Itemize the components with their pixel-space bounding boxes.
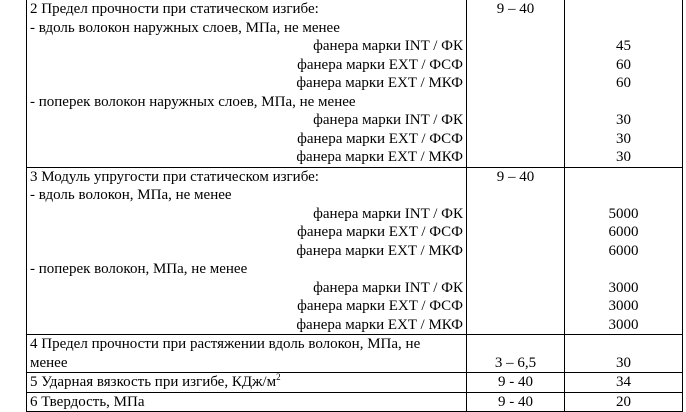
table-row-tensile-strength [27, 335, 683, 373]
thickness-range: 9 – 40 [496, 168, 535, 185]
row-6-value-cell [565, 392, 683, 412]
group-heading: - вдоль волокон, МПа, не менее [30, 187, 232, 203]
grade-label: фанера марки EXT / МКФ [296, 149, 463, 165]
value: 20 [616, 393, 631, 410]
section-3-label-cell [27, 167, 467, 335]
row-label: 6 Твердость, МПа [30, 393, 145, 410]
row-6-label-cell [27, 392, 467, 412]
table-row-elastic-modulus [27, 167, 683, 335]
row-4-value-cell [565, 335, 683, 373]
thickness-range: 9 – 40 [496, 1, 535, 17]
section-2-range-cell [467, 0, 565, 167]
row-label-continuation: менее [30, 354, 68, 371]
value: 30 [616, 112, 631, 128]
row-4-label-cell [27, 335, 467, 373]
value: 60 [616, 56, 631, 73]
value: 60 [616, 75, 631, 91]
row-5-value-cell [565, 373, 683, 393]
row-4-range-cell [467, 335, 565, 373]
grade-label: фанера марки EXT / МКФ [296, 316, 463, 333]
value: 3000 [608, 279, 639, 296]
grade-label: фанера марки EXT / ФСФ [297, 130, 463, 147]
section-title: 2 Предел прочности при статическом изгибе: [30, 1, 319, 17]
value: 30 [616, 130, 631, 147]
grade-label: фанера марки INT / ФК [313, 38, 463, 54]
value: 3000 [608, 316, 639, 333]
group-heading: - поперек волокон наружных слоев, МПа, не менее [30, 93, 356, 110]
grade-label: фанера марки EXT / ФСФ [297, 298, 463, 314]
group-heading: - поперек волокон, МПа, не менее [30, 261, 248, 277]
grade-label: фанера марки INT / ФК [313, 279, 463, 296]
value: 6000 [608, 242, 639, 259]
row-6-range-cell [467, 392, 565, 412]
value: 34 [616, 374, 631, 390]
grade-label: фанера марки INT / ФК [313, 205, 463, 222]
value: 45 [616, 38, 631, 54]
grade-label: фанера марки INT / ФК [313, 112, 463, 128]
section-2-value-cell [565, 0, 683, 167]
group-heading: - вдоль волокон наружных слоев, МПа, не менее [30, 19, 340, 36]
row-5-label-cell [27, 373, 467, 393]
value: 3000 [608, 298, 639, 314]
grade-label: фанера марки EXT / ФСФ [297, 56, 463, 73]
thickness-range: 3 – 6,5 [494, 354, 537, 371]
value: 5000 [608, 205, 639, 222]
section-3-value-cell [565, 167, 683, 335]
section-title: 3 Модуль упругости при статическом изгибе: [30, 168, 319, 185]
thickness-range: 9 - 40 [498, 393, 533, 410]
superscript: 2 [276, 372, 281, 382]
table-row-hardness [27, 392, 683, 412]
thickness-range: 9 - 40 [498, 374, 533, 390]
value: 6000 [608, 224, 639, 240]
table-row-bending-strength [27, 0, 683, 167]
grade-label: фанера марки EXT / ФСФ [297, 224, 463, 240]
properties-table [26, 0, 683, 412]
row-label: 5 Ударная вязкость при изгибе, КДж/$м^2$ [30, 372, 281, 390]
section-2-label-cell [27, 0, 467, 167]
table-row-impact-strength [27, 373, 683, 393]
value: 30 [616, 149, 631, 165]
grade-label: фанера марки EXT / МКФ [296, 242, 463, 259]
section-3-range-cell [467, 167, 565, 335]
row-5-range-cell [467, 373, 565, 393]
row-label: 4 Предел прочности при растяжении вдоль волокон, МПа, не [30, 336, 421, 352]
grade-label: фанера марки EXT / МКФ [296, 75, 463, 91]
value: 30 [616, 354, 631, 371]
